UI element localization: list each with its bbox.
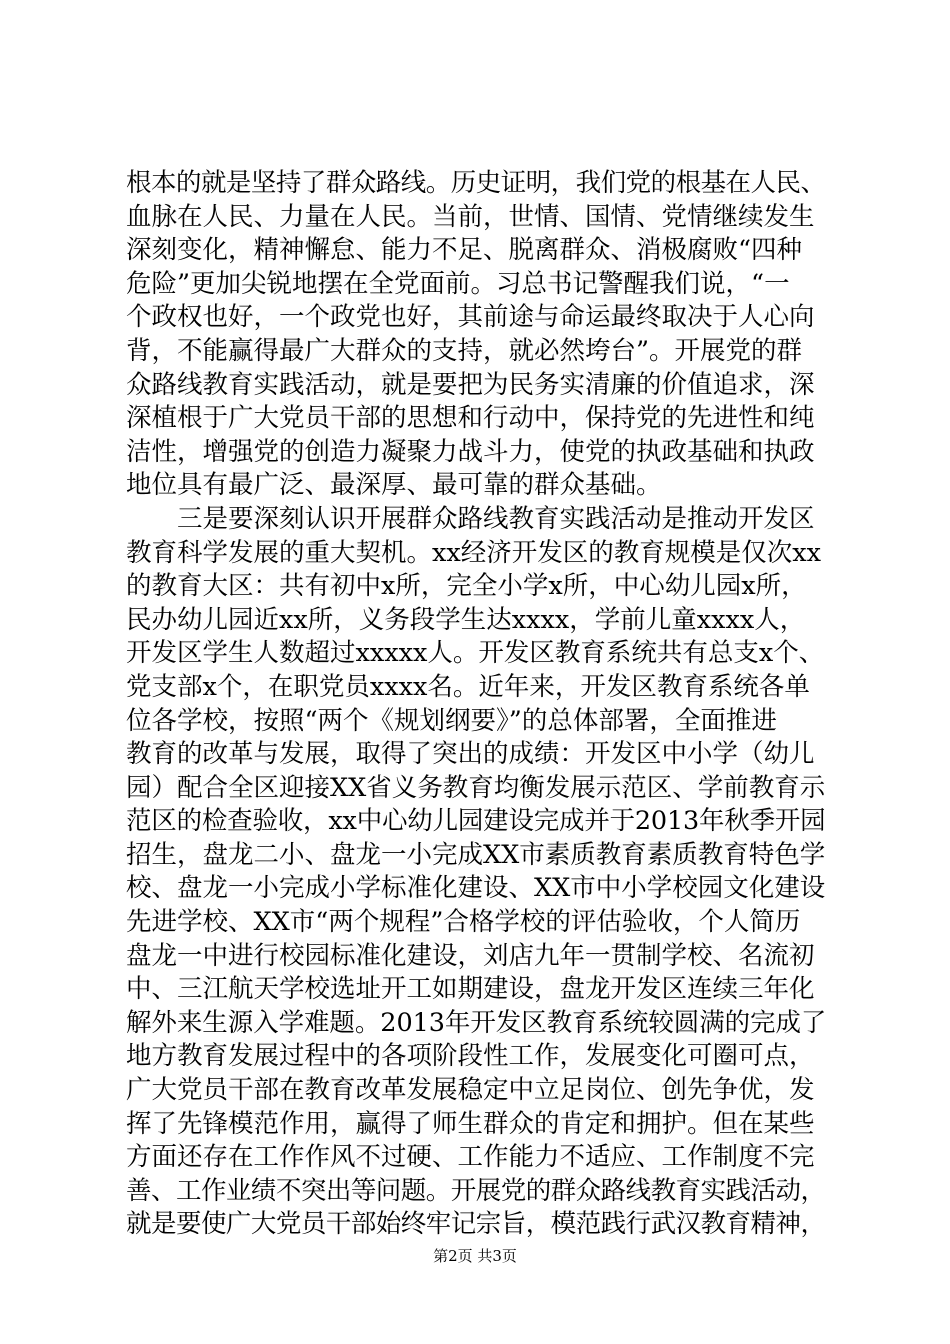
text-line: 招生，盘龙二小、盘龙一小完成XX市素质教育素质教育特色学 [126, 839, 826, 870]
text-line: 血脉在人民、力量在人民。当前，世情、国情、党情继续发生 [126, 201, 815, 232]
text-line: 背，不能赢得最广大群众的支持，就必然垮台”。开展党的群 [126, 335, 803, 366]
text-line: 深植根于广大党员干部的思想和行动中，保持党的先进性和纯 [126, 403, 815, 434]
text-line: 先进学校、XX市“两个规程”合格学校的评估验收，个人简历 [126, 907, 801, 938]
text-line: 危险”更加尖锐地摆在全党面前。习总书记警醒我们说，“一 [126, 268, 790, 299]
text-line: 民办幼儿园近xx所，义务段学生达xxxx，学前儿童xxxx人， [126, 604, 806, 635]
text-line: 众路线教育实践活动，就是要把为民务实清廉的价值追求，深 [126, 369, 815, 400]
text-line: 深刻变化，精神懈怠、能力不足、脱离群众、消极腐败“四种 [126, 235, 803, 266]
text-line: 教育的改革与发展，取得了突出的成绩：开发区中小学（幼儿 [126, 739, 815, 770]
text-line: 就是要使广大党员干部始终牢记宗旨，模范践行武汉教育精神， [126, 1209, 826, 1240]
text-line: 中、三江航天学校选址开工如期建设，盘龙开发区连续三年化 [126, 974, 815, 1005]
page-footer: 第2页 共3页 [433, 1247, 517, 1265]
text-line: 挥了先锋模范作用，赢得了师生群众的肯定和拥护。但在某些 [126, 1108, 815, 1139]
text-line: 开发区学生人数超过xxxxx人。开发区教育系统共有总支x个、 [126, 638, 825, 669]
text-line: 盘龙一中进行校园标准化建设，刘店九年一贯制学校、名流初 [126, 940, 815, 971]
text-line: 三是要深刻认识开展群众路线教育实践活动是推动开发区 [177, 503, 815, 534]
text-line: 广大党员干部在教育改革发展稳定中立足岗位、创先争优，发 [126, 1075, 815, 1106]
text-line: 地方教育发展过程中的各项阶段性工作，发展变化可圈可点， [126, 1041, 815, 1072]
body-text [126, 167, 826, 1242]
text-line: 根本的就是坚持了群众路线。历史证明，我们党的根基在人民、 [126, 168, 826, 198]
text-line: 园）配合全区迎接XX省义务教育均衡发展示范区、学前教育示 [126, 772, 826, 803]
text-line: 解外来生源入学难题。2013年开发区教育系统较圆满的完成了 [126, 1007, 827, 1038]
text-line: 范区的检查验收，xx中心幼儿园建设完成并于2013年秋季开园 [126, 806, 826, 837]
text-line: 善、工作业绩不突出等问题。开展党的群众路线教育实践活动， [126, 1175, 826, 1206]
text-line: 教育科学发展的重大契机。xx经济开发区的教育规模是仅次xx [126, 537, 822, 568]
text-line: 党支部x个，在职党员xxxx名。近年来，开发区教育系统各单 [126, 671, 810, 702]
text-line: 个政权也好，一个政党也好，其前途与命运最终取决于人心向 [126, 302, 815, 333]
text-line: 洁性，增强党的创造力凝聚力战斗力，使党的执政基础和执政 [126, 436, 815, 467]
text-line: 位各学校，按照“两个《规划纲要》”的总体部署，全面推进 [126, 705, 777, 736]
text-line: 校、盘龙一小完成小学标准化建设、XX市中小学校园文化建设 [126, 873, 826, 904]
text-line: 方面还存在工作作风不过硬、工作能力不适应、工作制度不完 [126, 1142, 815, 1173]
text-line: 的教育大区：共有初中x所，完全小学x所，中心幼儿园x所， [126, 571, 807, 602]
text-line: 地位具有最广泛、最深厚、最可靠的群众基础。 [126, 470, 662, 501]
